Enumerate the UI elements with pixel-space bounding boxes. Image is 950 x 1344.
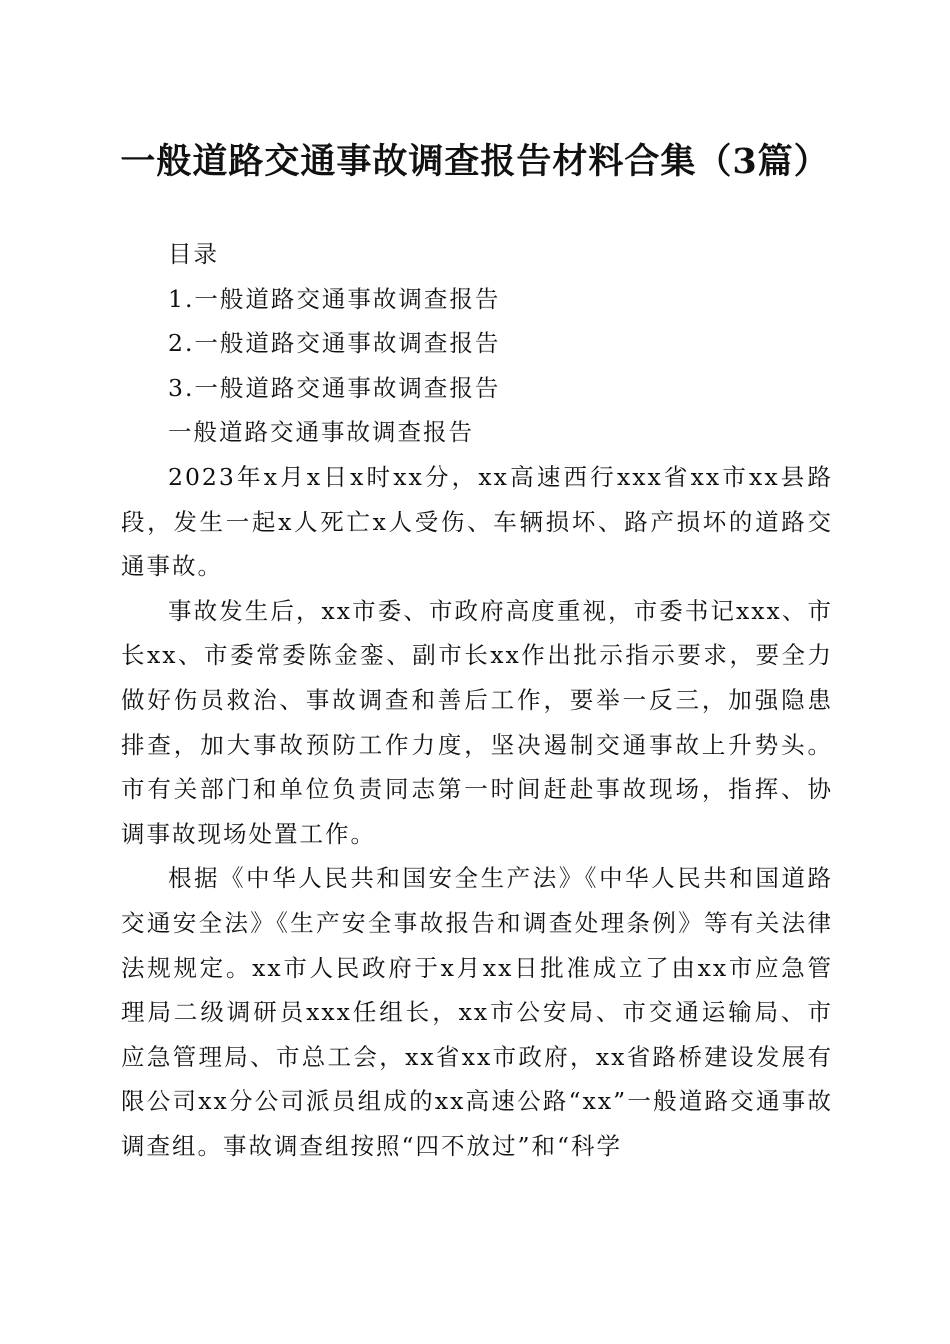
paragraph-3: 根据《中华人民共和国安全生产法》《中华人民共和国道路交通安全法》《生产安全事故报告和调查处理条例》等有关法律法规规定。xx市人民政府于x月xx日批准成立了由xx市应急管理局二级调研员xxx任组长，xx市公安局、市交通运输局、市应急管理局、市总工会，xx省xx市政府，xx省路桥建设发展有限公司xx分公司派员组成的xx高速公路“xx”一般道路交通事故调查组。事故调查组按照“四不放过”和“科学 — [121, 864, 833, 1160]
toc-item-1[interactable]: 1.一般道路交通事故调查报告 — [168, 284, 501, 313]
paragraph-2: 事故发生后，xx市委、市政府高度重视，市委书记xxx、市长xx、市委常委陈金銮、副市长xx作出批示指示要求，要全力做好伤员救治、事故调查和善后工作，要举一反三，加强隐患排查，加大事故预防工作力度，坚决遏制交通事故上升势头。市有关部门和单位负责同志第一时间赶赴事故现场，指挥、协调事故现场处置工作。 — [121, 596, 833, 848]
toc-heading: 目录 — [168, 240, 219, 268]
document-title: 一般道路交通事故调查报告材料合集（3篇） — [120, 141, 830, 182]
paragraph-1: 2023年x月x日x时xx分，xx高速西行xxx省xx市xx县路段，发生一起x人死亡x人受伤、车辆损坏、路产损坏的道路交通事故。 — [121, 462, 833, 581]
toc-item-2[interactable]: 2.一般道路交通事故调查报告 — [168, 329, 501, 358]
section-title: 一般道路交通事故调查报告 — [168, 418, 474, 447]
toc-item-3[interactable]: 3.一般道路交通事故调查报告 — [168, 373, 501, 402]
document-body — [121, 232, 833, 1168]
